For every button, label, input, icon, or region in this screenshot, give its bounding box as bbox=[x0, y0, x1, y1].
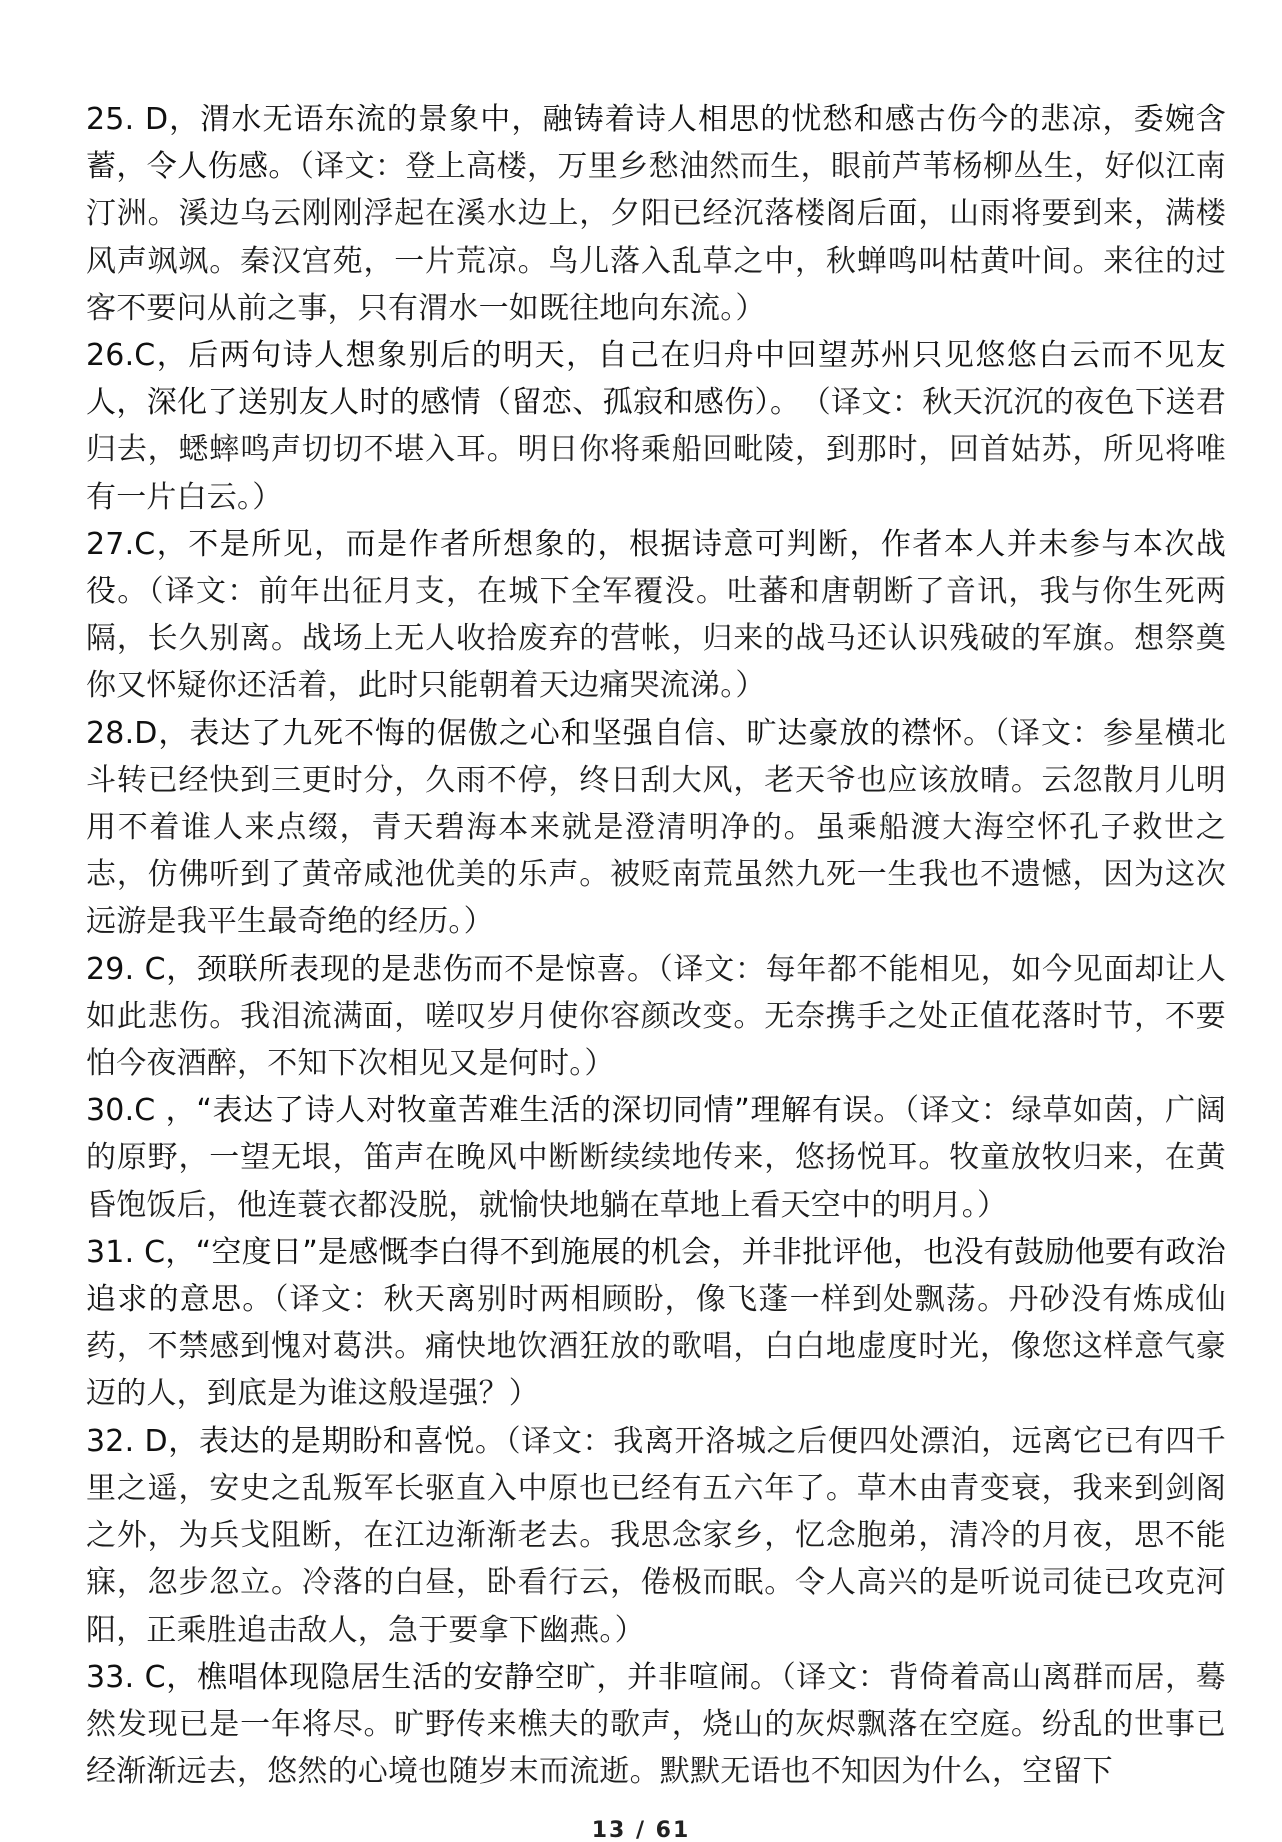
translation-text: （译文：登上高楼，万里乡愁油然而生，眼前芦苇杨柳丛生，好似江南汀洲。溪边乌云刚刚浮起在溪水边上，夕阳已经沉落楼阁后面，山雨将要到来，满楼风声飒飒。秦汉宫苑，一片荒凉。鸟儿落入乱草之中，秋蝉鸣叫枯黄叶间。来往的过客不要问从前之事，只有渭水一如既往地向东流。） bbox=[86, 149, 1227, 326]
translation-text: （译文：前年出征月支，在城下全军覆没。吐蕃和唐朝断了音讯，我与你生死两隔，长久别离。战场上无人收拾废弃的营帐，归来的战马还认识残破的军旗。想祭奠你又怀疑你还活着，此时只能朝着天边痛哭流涕。） bbox=[86, 574, 1227, 704]
translation-text: （译文：我离开洛城之后便四处漂泊，远离它已有四千里之遥，安史之乱叛军长驱直入中原也已经有五六年了。草木由青变衰，我来到剑阁之外，为兵戈阻断，在江边渐渐老去。我思念家乡，忆念胞弟，清冷的月夜，思不能寐，忽步忽立。冷落的白昼，卧看行云，倦极而眠。令人高兴的是听说司徒已攻克河阳，正乘胜追击敌人，急于要拿下幽燕。） bbox=[86, 1423, 1226, 1648]
answer-item-29 bbox=[86, 946, 1226, 1088]
answer-explanation: 32. D，表达的是期盼和喜悦。 bbox=[86, 1423, 506, 1459]
answer-explanation: 31. C，“空度日”是感慨李白得不到施展的机会，并非批评他，也没有鼓励他要有政治追求的意思。 bbox=[86, 1234, 1226, 1318]
translation-text: （译文：秋天离别时两相顾盼，像飞蓬一样到处飘荡。丹砂没有炼成仙药，不禁感到愧对葛洪。痛快地饮酒狂放的歌唱，白白地虚度时光，像您这样意气豪迈的人，到底是为谁这般逞强？） bbox=[86, 1282, 1226, 1412]
answer-item-33 bbox=[86, 1654, 1226, 1796]
answer-item-26 bbox=[86, 332, 1226, 521]
answer-item-25 bbox=[86, 96, 1226, 332]
answer-item-30 bbox=[86, 1087, 1226, 1229]
answer-explanation: 30.C ，“表达了诗人对牧童苦难生活的深切同情”理解有误。 bbox=[86, 1093, 904, 1129]
answer-item-27 bbox=[86, 521, 1226, 710]
answer-explanation: 26.C，后两句诗人想象别后的明天，自己在归舟中回望苏州只见悠悠白云而不见友人，深化了送别友人时的感情（留恋、孤寂和感伤）。 bbox=[86, 338, 1226, 421]
answer-explanation: 27.C，不是所见，而是作者所想象的，根据诗意可判断，作者本人并未参与本次战役。 bbox=[86, 526, 1226, 610]
translation-text: （译文：参星横北斗转已经快到三更时分，久雨不停，终日刮大风，老天爷也应该放晴。云忽散月儿明用不着谁人来点缀，青天碧海本来就是澄清明净的。虽乘船渡大海空怀孔子救世之志，仿佛听到了黄帝咸池优美的乐声。被贬南荒虽然九死一生我也不遗憾，因为这次远游是我平生最奇绝的经历。） bbox=[86, 715, 1226, 940]
answer-item-32 bbox=[86, 1418, 1226, 1654]
translation-text: （译文：绿草如茵，广阔的原野，一望无垠，笛声在晚风中断断续续地传来，悠扬悦耳。牧童放牧归来，在黄昏饱饭后，他连蓑衣都没脱，就愉快地躺在草地上看天空中的明月。） bbox=[86, 1093, 1227, 1223]
answer-explanation: 28.D，表达了九死不悔的倨傲之心和坚强自信、旷达豪放的襟怀。 bbox=[86, 715, 995, 751]
answer-explanation: 29. C，颈联所表现的是悲伤而不是惊喜。 bbox=[86, 951, 658, 987]
answer-explanation: 33. C，樵唱体现隐居生活的安静空旷，并非喧闹。 bbox=[86, 1659, 781, 1695]
answer-explanation: 25. D，渭水无语东流的景象中，融铸着诗人相思的忧愁和感古伤今的悲凉，委婉含蓄，令人伤感。 bbox=[86, 102, 1226, 185]
answer-explanations bbox=[86, 96, 1226, 1795]
translation-text: （译文：每年都不能相见，如今见面却让人如此悲伤。我泪流满面，嗟叹岁月使你容颜改变。无奈携手之处正值花落时节，不要怕今夜酒醉，不知下次相见又是何时。） bbox=[86, 951, 1226, 1082]
translation-text: （译文：秋天沉沉的夜色下送君归去，蟋蟀鸣声切切不堪入耳。明日你将乘船回毗陵，到那时，回首姑苏，所见将唯有一片白云。） bbox=[86, 385, 1226, 515]
answer-item-31 bbox=[86, 1229, 1226, 1418]
page-number: 13 / 61 bbox=[591, 1818, 691, 1842]
answer-item-28 bbox=[86, 710, 1226, 946]
translation-text: （译文：背倚着高山离群而居，蓦然发现已是一年将尽。旷野传来樵夫的歌声，烧山的灰烬飘落在空庭。纷乱的世事已经渐渐远去，悠然的心境也随岁末而流逝。默默无语也不知因为什么，空留下 bbox=[86, 1659, 1226, 1790]
